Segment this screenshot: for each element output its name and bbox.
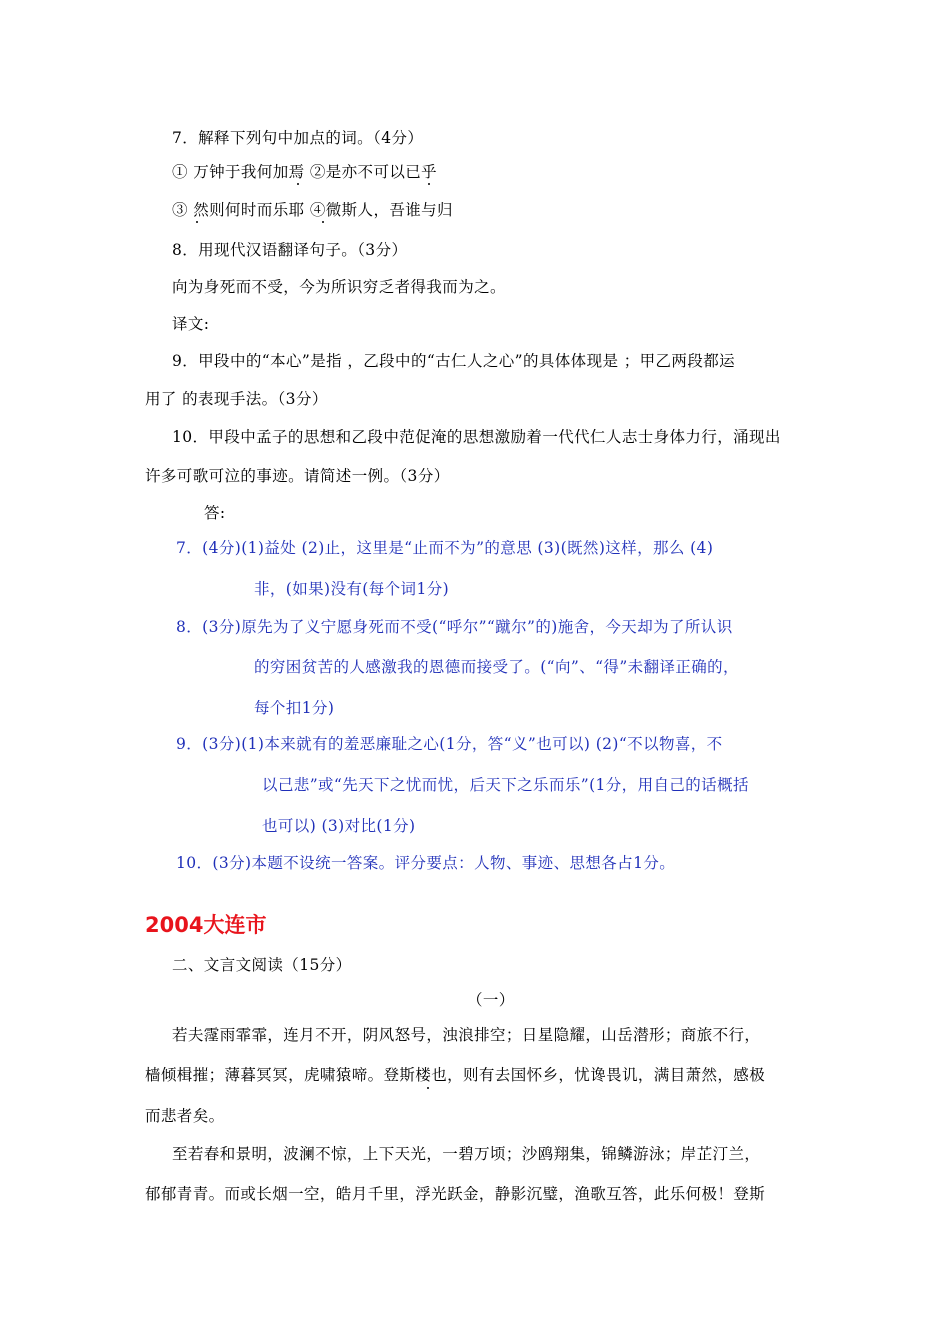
question-9-line-2: 用了 的表现手法。（3分） (145, 390, 328, 408)
translation-label: 译文: (172, 315, 210, 333)
section-subheading: 二、文言文阅读（15分） (172, 956, 352, 974)
emphasis-dot (196, 221, 198, 223)
question-8-sentence: 向为身死而不受，今为所识穷乏者得我而为之。 (172, 278, 506, 296)
answer-9-line-3: 也可以) (3)对比(1分) (262, 817, 416, 835)
answer-7-line-1: 7．(4分)(1)益处 (2)止，这里是“止而不为”的意思 (3)(既然)这样，那么 (4) (176, 539, 714, 557)
answer-9-line-2: 以己悲”或“先天下之忧而忧，后天下之乐而乐”(1分，用自己的话概括 (262, 776, 749, 794)
question-7: 7．解释下列句中加点的词。（4分） (172, 129, 424, 147)
answer-8-line-3: 每个扣1分) (254, 699, 335, 717)
answer-7-line-2: 非，(如果)没有(每个词1分) (254, 580, 450, 598)
answer-9-line-1: 9．(3分)(1)本来就有的羞恶廉耻之心(1分，答“义”也可以) (2)“不以物喜，不 (176, 735, 723, 753)
emphasis-dot (428, 183, 430, 185)
section-heading: 2004大连市 (145, 913, 267, 937)
part-label: （一） (467, 991, 515, 1009)
passage-1-line-3: 而悲者矣。 (145, 1107, 225, 1125)
emphasis-dot (427, 1087, 429, 1089)
answer-label: 答: (204, 504, 226, 522)
question-7-items-1: ① 万钟于我何加焉 ②是亦不可以已乎 (172, 163, 438, 181)
passage-1-line-2: 樯倾楫摧；薄暮冥冥，虎啸猿啼。登斯楼也，则有去国怀乡，忧谗畏讥，满目萧然，感极 (145, 1066, 766, 1084)
answer-8-line-1: 8．(3分)原先为了义宁愿身死而不受(“呼尔”“蹴尔”的)施舍，今天却为了所认识 (176, 618, 733, 636)
passage-2-line-2: 郁郁青青。而或长烟一空，皓月千里，浮光跃金，静影沉璧，渔歌互答，此乐何极！登斯 (145, 1185, 766, 1203)
question-7-items-2: ③ 然则何时而乐耶 ④微斯人，吾谁与归 (172, 201, 453, 219)
question-8: 8．用现代汉语翻译句子。（3分） (172, 241, 408, 259)
question-10-line-1: 10．甲段中孟子的思想和乙段中范促淹的思想激励着一代代仁人志士身体力行，涌现出 (172, 428, 781, 446)
passage-2-line-1: 至若春和景明，波澜不惊，上下天光，一碧万顷；沙鸥翔集，锦鳞游泳；岸芷汀兰， (172, 1145, 761, 1163)
answer-10-line-1: 10．(3分)本题不设统一答案。评分要点：人物、事迹、思想各占1分。 (176, 854, 676, 872)
passage-1-line-1: 若夫霪雨霏霏，连月不开，阴风怒号，浊浪排空；日星隐耀，山岳潜形；商旅不行， (172, 1026, 761, 1044)
emphasis-dot (322, 221, 324, 223)
question-10-line-2: 许多可歌可泣的事迹。请简述一例。（3分） (145, 467, 450, 485)
answer-8-line-2: 的穷困贫苦的人感激我的恩德而接受了。(“向”、“得”未翻译正确的， (254, 658, 739, 676)
question-9-line-1: 9．甲段中的“本心”是指 ，乙段中的“古仁人之心”的具体体现是 ；甲乙两段都运 (172, 352, 736, 370)
emphasis-dot (297, 183, 299, 185)
